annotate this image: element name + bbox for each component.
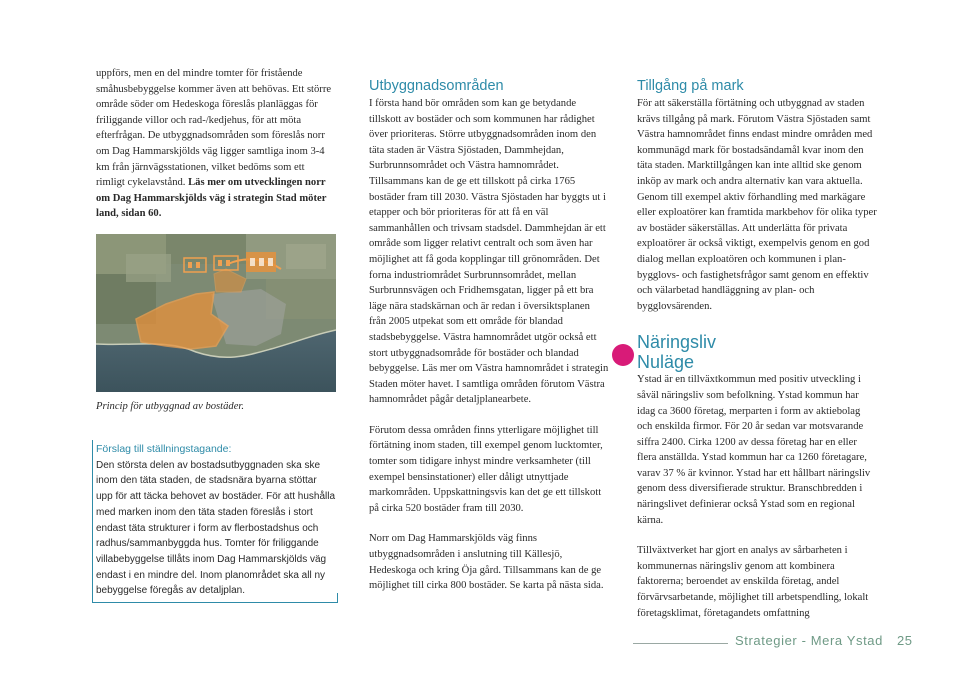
proposal-box [96,442,336,602]
heading-tillgang-pa-mark: Tillgång på mark [637,78,744,94]
column-2 [369,77,609,594]
heading-nulage: Nuläge [637,352,695,373]
heading-naringsliv: Näringsliv [637,332,717,353]
column-1 [96,66,336,222]
heading-utbyggnadsomraden: Utbyggnadsområden [369,78,504,94]
footer-rule [633,643,728,644]
footer [735,633,913,648]
page-number: 25 [896,633,913,648]
map-caption: Princip för utbyggnad av bostäder. [96,401,245,412]
section-marker-dot [612,344,634,366]
body-text: Ystad är en tillväxtkommun med positiv utveckling i såväl näringsliv som befolkning. Ystad kommun har idag ca 3600 företag, merparten i form av aktiebolag och enskilda firmor. För 20 år sedan var motsvarande siffra 2400. Cirka 1200 av dessa företag har en eller flera anställda. Ystad kommun har ca 1260 företagare, varav 37 % är kvinnor. Ystad har ett hållbart näringsliv genom dess diversifierade struktur. Branschbredden i näringslivet definierar också Ystad som en regional kärna. [637,374,871,526]
read-more-link[interactable]: Läs mer om utvecklingen norr om Dag Hammarskjölds väg i strategin Stad möter land, sidan 60. [96,177,327,220]
body-text: I första hand bör områden som kan ge betydande tillskott av bostäder och som kommunen har rådighet över prioriteras. Större utbyggnadsområden inom den täta staden är Västra Sjöstaden, Dammhejdan, Surbrunnsområdet och Västra hamnområdet. Tillsammans kan de ge ett tillskott på cirka 1765 bostäder fram till 2030. Västra Sjöstaden har byggts ut i etapper och bör prioriteras för att få en väl sammanhållen och trivsam stadsdel. Dammhejdan är ett område som ligger relativt centralt och som även har möjlighet att få goda kopplingar till grönområden. Det forna industriområdet Surbrunnsområdet, mellan Surbrunnsvägen och Fridhemsgatan, ligger på ett bra läge nära stadskärnan och är redan i översiktsplanen från 2005 utpekat som ett område för blandad stadsbebyggelse. Västra hamnområdet utgör också ett stort utbyggnadsområde för bostäder och blandad bebyggelse. Läs mer om Västra hamnområdet i strategin Staden möter havet. I samtliga områden förutom Västra hamnområdet pågår detaljplanearbete. [369,98,609,406]
column-3 [637,77,877,621]
body-text: Norr om Dag Hammarskjölds väg finns utbyggnadsområden i anslutning till Källesjö, Hedeskoga och kring Öja gård. Tillsammans kan de ge möjlighet till cirka 800 bostäder. Se karta på nästa sida. [369,533,604,592]
aerial-map-image [96,234,336,392]
body-text: uppförs, men en del mindre tomter för fristående småhusbebyggelse kommer även att behövas. Ett större område söder om Hedeskoga föreslås planläggas för friliggande villor och rad-/kedjehus, för att möta efterfrågan. De utbyggnadsområden som föreslås norr om Dag Hammarskjölds väg ligger samtliga inom 3-4 km från järnvägsstationen, vilket bedöms som ett rimligt cykelavstånd. Läs mer om utvecklingen norr om Dag Hammarskjölds väg i strategin Stad möter land, sidan 60. [96,68,332,220]
body-text: Förutom dessa områden finns ytterligare möjlighet till förtätning inom staden, till exempel genom lucktomter, tomter som tidigare inhyst mindre verksamheter (till exempel bensinstationer) eller dåligt utnyttjade markområden. Uppskattningsvis kan det ge ett tillskott på cirka 520 bostäder fram till 2030. [369,424,603,514]
body-text: För att säkerställa förtätning och utbyggnad av staden krävs tillgång på mark. Förutom Västra Sjöstaden samt Västra hamnområdet finns endast mindre områden med kommunägd mark för bostadsändamål kvar inom den täta staden. Marktillgången kan inte alltid ske genom inköp av mark och andra alternativ kan vara aktuella. Genom till exempel aktiv förhandling med markägare eller exploatörer kan framtida markbehov för olika typer av bostäder säkerställas. Att underlätta för privata exploatörer är också viktigt, exempelvis genom en god dialog mellan exploatören och kommunen i plan- bygglovs- och fastighetsfrågor samt genom en effektiv och välarbetad handläggning av plan- och bygglovsärenden. [637,98,877,312]
proposal-text: Den största delen av bostadsutbyggnaden ska ske inom den täta staden, de stadsnära byarna stöttar upp för att täcka behovet av bostäder. För att hushålla med marken inom den täta staden föreslås i stort endast täta strukturer i form av flerbostadshus och radhus/sammanbyggda hus. Tomter för friliggande villabebyggelse tillåts inom Dag Hammarskjölds väg endast i en mindre del. Inom planområdet ska all ny bebyggelse föregås av detaljplan. [96,459,336,597]
proposal-label: Förslag till ställningstagande: [96,443,232,455]
body-text: Tillväxtverket har gjort en analys av sårbarheten i kommunernas näringsliv genom att kombinera faktorerna; beroendet av enskilda företag, andel förvärvsarbetande, möjlighet till arbetspendling, lokalt företagsklimat, företagandets omfattning [637,545,869,619]
footer-title: Strategier - Mera Ystad [735,633,883,648]
